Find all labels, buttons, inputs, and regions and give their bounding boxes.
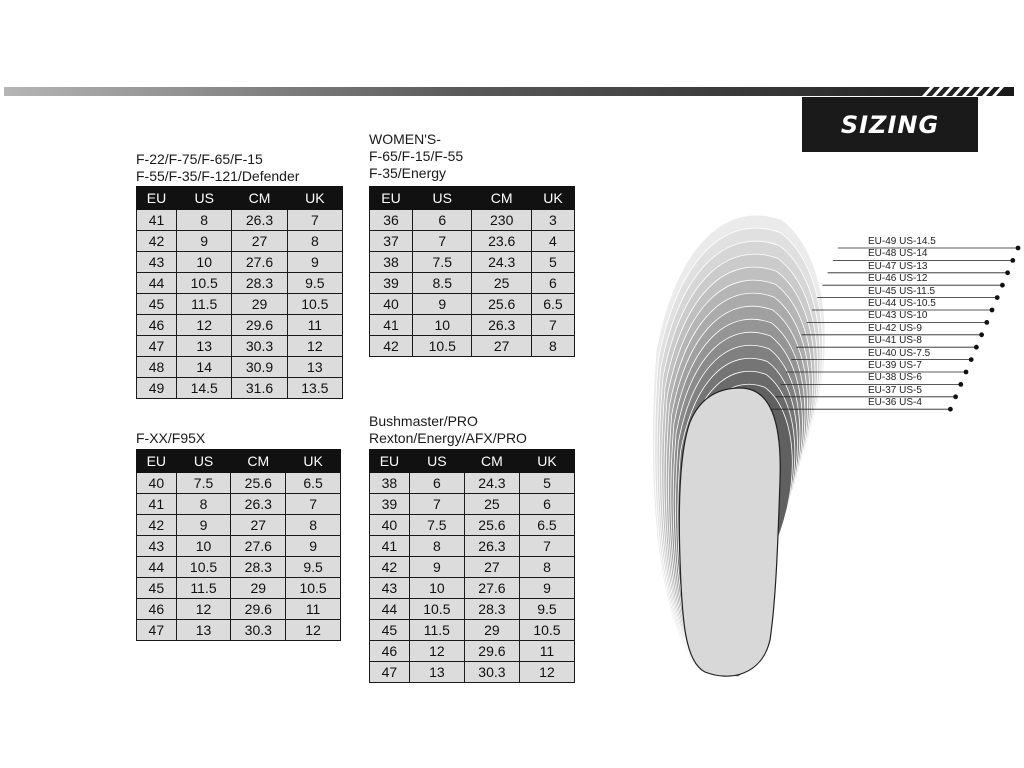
size-table-2 xyxy=(369,186,575,357)
table-cell: 49 xyxy=(137,378,177,399)
heading-line: F-XX/F95X xyxy=(136,430,206,446)
table-header-row xyxy=(137,187,343,210)
table-cell: 27 xyxy=(232,231,287,252)
table-cell: 12 xyxy=(519,662,574,683)
column-header: UK xyxy=(286,450,341,473)
table-cell: 42 xyxy=(137,515,177,536)
size-table-1 xyxy=(136,186,343,399)
table-cell: 42 xyxy=(137,231,177,252)
table-cell: 6.5 xyxy=(519,515,574,536)
column-header: US xyxy=(177,187,232,210)
table-cell: 41 xyxy=(370,315,413,336)
table-cell: 28.3 xyxy=(464,599,519,620)
table-row xyxy=(137,273,343,294)
table-cell: 46 xyxy=(137,315,177,336)
foot-size-label: EU-38 US-6 xyxy=(868,372,922,384)
table-cell: 7 xyxy=(519,536,574,557)
table-cell: 44 xyxy=(370,599,410,620)
table-cell: 13 xyxy=(177,336,232,357)
table-cell: 45 xyxy=(137,578,177,599)
table-cell: 10.5 xyxy=(286,578,341,599)
table-row xyxy=(370,662,575,683)
size-table-3 xyxy=(136,449,341,641)
table-cell: 6 xyxy=(409,473,464,494)
table-cell: 10 xyxy=(413,315,472,336)
leader-dot xyxy=(1000,283,1005,288)
table-row xyxy=(137,231,343,252)
foot-size-label: EU-45 US-11.5 xyxy=(868,285,936,297)
table-row xyxy=(137,336,343,357)
table-cell: 41 xyxy=(137,494,177,515)
table-row xyxy=(137,210,343,231)
table-cell: 47 xyxy=(370,662,410,683)
table-cell: 40 xyxy=(370,294,413,315)
table-cell: 10.5 xyxy=(176,557,231,578)
column-header: US xyxy=(409,450,464,473)
table-cell: 9 xyxy=(287,252,342,273)
table-row xyxy=(137,378,343,399)
table-cell: 12 xyxy=(176,599,231,620)
table-cell: 12 xyxy=(409,641,464,662)
table-cell: 5 xyxy=(519,473,574,494)
table-cell: 25.6 xyxy=(472,294,531,315)
table-cell: 38 xyxy=(370,473,410,494)
table-row xyxy=(370,620,575,641)
table-cell: 7 xyxy=(409,494,464,515)
table-cell: 6 xyxy=(519,494,574,515)
table-cell: 9 xyxy=(176,515,231,536)
table-cell: 25 xyxy=(464,494,519,515)
column-header: CM xyxy=(231,450,286,473)
table-cell: 40 xyxy=(137,473,177,494)
table-cell: 25.6 xyxy=(231,473,286,494)
table-row xyxy=(370,473,575,494)
table-cell: 11.5 xyxy=(409,620,464,641)
table-row xyxy=(137,557,341,578)
sizing-title: SIZING xyxy=(840,110,940,139)
table-cell: 5 xyxy=(531,252,574,273)
column-header: UK xyxy=(287,187,342,210)
table-row xyxy=(370,315,575,336)
table-cell: 37 xyxy=(370,231,413,252)
table-cell: 27 xyxy=(472,336,531,357)
column-header: CM xyxy=(232,187,287,210)
table-cell: 13 xyxy=(409,662,464,683)
table-cell: 30.3 xyxy=(231,620,286,641)
table-cell: 30.3 xyxy=(232,336,287,357)
heading-line: F-65/F-15/F-55 xyxy=(369,148,464,164)
table-cell: 48 xyxy=(137,357,177,378)
heading-line: Bushmaster/PRO xyxy=(369,413,478,429)
table-cell: 42 xyxy=(370,557,410,578)
table-row xyxy=(370,536,575,557)
table-cell: 13 xyxy=(287,357,342,378)
column-header: UK xyxy=(531,187,574,210)
table-cell: 13 xyxy=(176,620,231,641)
table-cell: 10 xyxy=(176,536,231,557)
table-cell: 10.5 xyxy=(519,620,574,641)
table-cell: 24.3 xyxy=(472,252,531,273)
table-cell: 28.3 xyxy=(231,557,286,578)
table-cell: 6.5 xyxy=(531,294,574,315)
table-cell: 12 xyxy=(177,315,232,336)
table-header-row xyxy=(137,450,341,473)
table-cell: 45 xyxy=(137,294,177,315)
foot-size-label: EU-48 US-14 xyxy=(868,248,928,260)
foot-size-label: EU-39 US-7 xyxy=(868,360,922,371)
table-cell: 8 xyxy=(531,336,574,357)
leader-dot xyxy=(1010,258,1015,263)
table-row xyxy=(137,294,343,315)
column-header: US xyxy=(176,450,231,473)
table-cell: 7 xyxy=(531,315,574,336)
column-header: EU xyxy=(137,450,177,473)
table-cell: 9 xyxy=(519,578,574,599)
table-cell: 6.5 xyxy=(286,473,341,494)
table-cell: 45 xyxy=(370,620,410,641)
table-cell: 44 xyxy=(137,557,177,578)
table-cell: 27 xyxy=(464,557,519,578)
table-row xyxy=(370,515,575,536)
table-row xyxy=(137,473,341,494)
table-1-heading xyxy=(136,151,299,185)
table-cell: 7 xyxy=(287,210,342,231)
foot-size-label: EU-46 US-12 xyxy=(868,273,928,285)
table-cell: 6 xyxy=(531,273,574,294)
table-cell: 25 xyxy=(472,273,531,294)
table-cell: 10.5 xyxy=(177,273,232,294)
table-cell: 29.6 xyxy=(464,641,519,662)
table-row xyxy=(370,273,575,294)
table-cell: 26.3 xyxy=(232,210,287,231)
foot-size-label: EU-44 US-10.5 xyxy=(868,298,936,309)
table-cell: 7 xyxy=(286,494,341,515)
table-cell: 47 xyxy=(137,336,177,357)
leader-dot xyxy=(995,295,1000,300)
table-cell: 12 xyxy=(287,336,342,357)
table-cell: 27.6 xyxy=(232,252,287,273)
heading-line: F-55/F-35/F-121/Defender xyxy=(136,168,300,184)
heading-line: F-35/Energy xyxy=(369,165,447,181)
table-cell: 25.6 xyxy=(464,515,519,536)
foot-size-label: EU-42 US-9 xyxy=(868,322,922,334)
foot-size-label: EU-49 US-14.5 xyxy=(868,236,936,247)
table-row xyxy=(137,494,341,515)
table-cell: 11 xyxy=(287,315,342,336)
table-cell: 6 xyxy=(413,210,472,231)
table-cell: 29 xyxy=(232,294,287,315)
table-row xyxy=(370,557,575,578)
table-cell: 26.3 xyxy=(472,315,531,336)
table-cell: 10 xyxy=(409,578,464,599)
foot-size-label: EU-41 US-8 xyxy=(868,335,922,347)
table-row xyxy=(370,210,575,231)
table-cell: 7.5 xyxy=(176,473,231,494)
insole-shape xyxy=(679,388,780,676)
table-cell: 8 xyxy=(287,231,342,252)
table-cell: 11 xyxy=(519,641,574,662)
table-cell: 24.3 xyxy=(464,473,519,494)
table-cell: 26.3 xyxy=(464,536,519,557)
table-cell: 39 xyxy=(370,273,413,294)
table-cell: 30.3 xyxy=(464,662,519,683)
column-header: UK xyxy=(519,450,574,473)
table-row xyxy=(370,641,575,662)
table-cell: 10.5 xyxy=(287,294,342,315)
leader-dot xyxy=(990,308,995,313)
sizing-badge xyxy=(802,97,978,152)
table-cell: 8 xyxy=(519,557,574,578)
table-cell: 8 xyxy=(409,536,464,557)
table-cell: 27 xyxy=(231,515,286,536)
table-cell: 27.6 xyxy=(464,578,519,599)
table-row xyxy=(137,620,341,641)
table-cell: 11.5 xyxy=(176,578,231,599)
table-row xyxy=(370,294,575,315)
table-cell: 8.5 xyxy=(413,273,472,294)
table-cell: 26.3 xyxy=(231,494,286,515)
table-cell: 11 xyxy=(286,599,341,620)
foot-size-label: EU-43 US-10 xyxy=(868,310,928,322)
table-cell: 29.6 xyxy=(231,599,286,620)
column-header: EU xyxy=(137,187,177,210)
table-cell: 40 xyxy=(370,515,410,536)
table-row xyxy=(370,494,575,515)
foot-size-label: EU-47 US-13 xyxy=(868,260,928,272)
table-cell: 28.3 xyxy=(232,273,287,294)
table-cell: 29 xyxy=(231,578,286,599)
table-cell: 44 xyxy=(137,273,177,294)
column-header: CM xyxy=(464,450,519,473)
table-cell: 31.6 xyxy=(232,378,287,399)
table-cell: 30.9 xyxy=(232,357,287,378)
table-row xyxy=(137,252,343,273)
table-cell: 43 xyxy=(370,578,410,599)
table-row xyxy=(137,599,341,620)
table-cell: 9 xyxy=(409,557,464,578)
table-cell: 8 xyxy=(176,494,231,515)
size-table-4 xyxy=(369,449,575,683)
table-row xyxy=(370,231,575,252)
table-cell: 23.6 xyxy=(472,231,531,252)
table-header-row xyxy=(370,450,575,473)
table-cell: 10.5 xyxy=(413,336,472,357)
table-4-heading xyxy=(369,413,527,447)
table-cell: 3 xyxy=(531,210,574,231)
table-row xyxy=(137,357,343,378)
table-cell: 9.5 xyxy=(286,557,341,578)
table-cell: 8 xyxy=(286,515,341,536)
column-header: US xyxy=(413,187,472,210)
table-cell: 4 xyxy=(531,231,574,252)
table-cell: 43 xyxy=(137,536,177,557)
table-cell: 14.5 xyxy=(177,378,232,399)
table-cell: 11.5 xyxy=(177,294,232,315)
table-3-heading xyxy=(136,430,205,447)
table-cell: 7.5 xyxy=(413,252,472,273)
column-header: EU xyxy=(370,450,410,473)
table-cell: 230 xyxy=(472,210,531,231)
table-header-row xyxy=(370,187,575,210)
table-cell: 42 xyxy=(370,336,413,357)
table-cell: 39 xyxy=(370,494,410,515)
table-cell: 9.5 xyxy=(287,273,342,294)
table-cell: 9 xyxy=(286,536,341,557)
heading-line: F-22/F-75/F-65/F-15 xyxy=(136,151,263,167)
table-row xyxy=(370,336,575,357)
table-row xyxy=(137,536,341,557)
table-cell: 10.5 xyxy=(409,599,464,620)
table-cell: 36 xyxy=(370,210,413,231)
foot-size-labels xyxy=(868,236,988,416)
table-row xyxy=(370,252,575,273)
table-row xyxy=(370,578,575,599)
table-cell: 12 xyxy=(286,620,341,641)
table-row xyxy=(137,515,341,536)
table-cell: 9.5 xyxy=(519,599,574,620)
table-cell: 29 xyxy=(464,620,519,641)
foot-size-label: EU-36 US-4 xyxy=(868,397,922,409)
table-cell: 46 xyxy=(370,641,410,662)
table-cell: 14 xyxy=(177,357,232,378)
table-cell: 9 xyxy=(177,231,232,252)
table-2-heading xyxy=(369,131,463,182)
table-cell: 13.5 xyxy=(287,378,342,399)
table-row xyxy=(370,599,575,620)
table-cell: 7.5 xyxy=(409,515,464,536)
table-cell: 27.6 xyxy=(231,536,286,557)
heading-line: WOMEN'S- xyxy=(369,131,441,147)
table-row xyxy=(137,315,343,336)
table-cell: 29.6 xyxy=(232,315,287,336)
table-cell: 9 xyxy=(413,294,472,315)
table-cell: 38 xyxy=(370,252,413,273)
table-cell: 43 xyxy=(137,252,177,273)
table-cell: 47 xyxy=(137,620,177,641)
foot-size-label: EU-40 US-7.5 xyxy=(868,347,931,359)
table-cell: 7 xyxy=(413,231,472,252)
leader-dot xyxy=(1005,270,1010,275)
column-header: CM xyxy=(472,187,531,210)
table-cell: 41 xyxy=(137,210,177,231)
table-row xyxy=(137,578,341,599)
column-header: EU xyxy=(370,187,413,210)
table-cell: 8 xyxy=(177,210,232,231)
table-cell: 10 xyxy=(177,252,232,273)
table-cell: 41 xyxy=(370,536,410,557)
leader-dot xyxy=(1016,246,1021,251)
heading-line: Rexton/Energy/AFX/PRO xyxy=(369,430,527,446)
foot-size-label: EU-37 US-5 xyxy=(868,384,922,396)
table-cell: 46 xyxy=(137,599,177,620)
